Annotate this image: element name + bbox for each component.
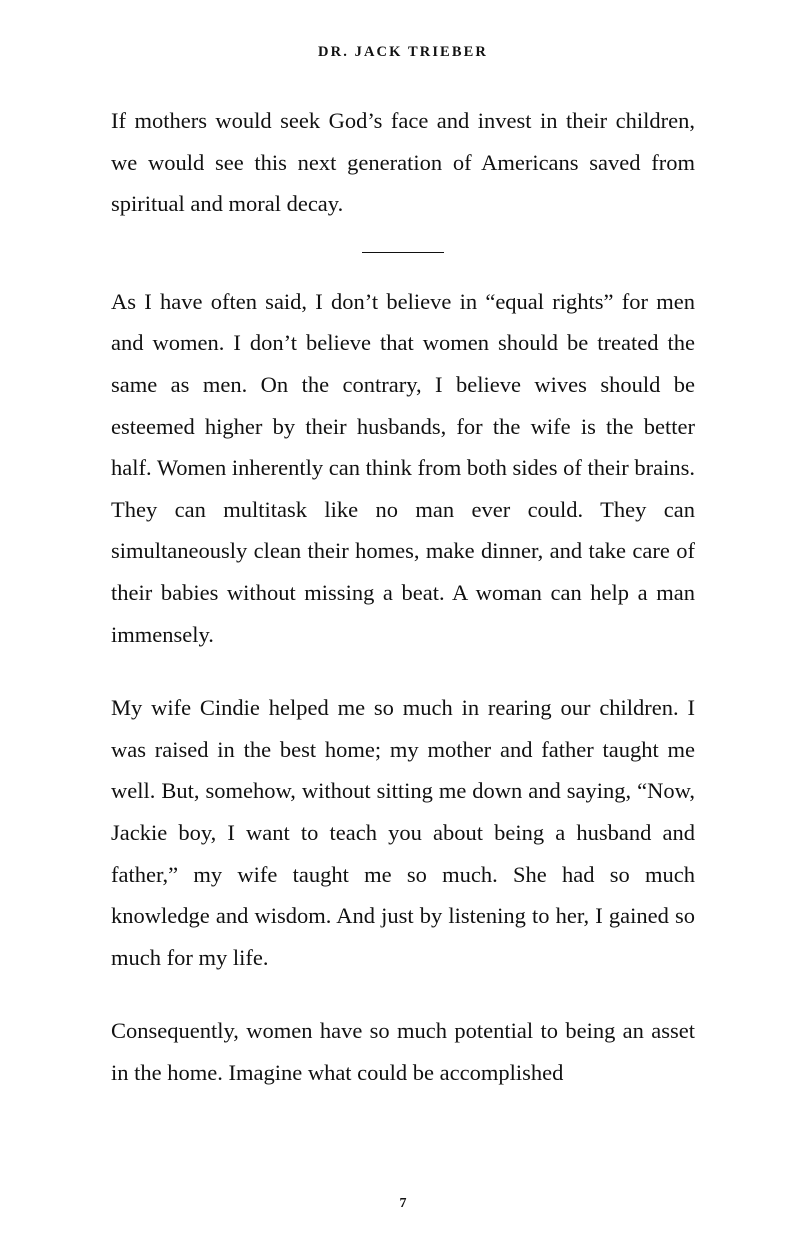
- paragraph-2: As I have often said, I don’t believe in “equal rights” for men and women. I don’t believe that women should be treated the same as men. On the contrary, I believe wives should be esteemed higher by their husbands, for the wife is the better half. Women inherently can think from both sides of their brains. They can multitask like no man ever could. They can simultaneously clean their homes, make dinner, and take care of their babies without missing a beat. A woman can help a man immensely.: [111, 288, 695, 647]
- page-body: [111, 100, 695, 1093]
- paragraph-1: If mothers would seek God’s face and invest in their children, we would see this next generation of Americans saved from spiritual and moral decay.: [111, 108, 695, 217]
- paragraph-4: Consequently, women have so much potential to being an asset in the home. Imagine what could be accomplished: [111, 1018, 695, 1085]
- paragraph-3: My wife Cindie helped me so much in rearing our children. I was raised in the best home; my mother and father taught me well. But, somehow, without sitting me down and saying, “Now, Jackie boy, I want to teach you about being a husband and father,” my wife taught me so much. She had so much knowledge and wisdom. And just by listening to her, I gained so much for my life.: [111, 695, 695, 970]
- section-divider: [111, 243, 695, 265]
- page-number: 7: [399, 1196, 407, 1211]
- running-head: DR. JACK TRIEBER: [318, 44, 488, 60]
- section-break-rule: [362, 252, 444, 253]
